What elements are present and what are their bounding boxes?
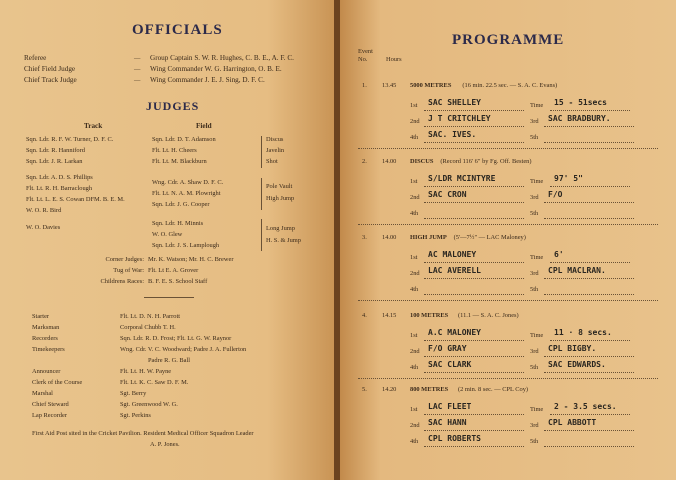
staff-role: Lap Recorder: [32, 412, 67, 419]
winner-first: A.C MALONEY: [428, 328, 481, 337]
staff-name: Sgt. Perkins: [120, 412, 151, 419]
track-judge: Sqn. Ldr. R. F. W. Turner, D. F. C.: [26, 136, 114, 143]
staff-role: Recorders: [32, 335, 58, 342]
place-label: 5th: [530, 210, 539, 217]
place-label: 3rd: [530, 422, 539, 429]
winning-time: 15 - 51secs: [554, 98, 607, 107]
place-fourth: SAC. IVES.: [428, 130, 477, 139]
winning-time: 6': [554, 250, 564, 259]
field-event: Javelin: [266, 147, 285, 154]
event-number: 4.: [362, 312, 367, 319]
track-judge: Sqn. Ldr. J. R. Larkan: [26, 158, 83, 165]
place-label: 4th: [410, 438, 419, 445]
place-label: 4th: [410, 286, 419, 293]
track-judge: Sqn. Ldr. A. D. S. Phillips: [26, 174, 93, 181]
field-bracket: [261, 178, 262, 210]
field-judge: Sqn. Ldr. J. S. Lamplough: [152, 242, 220, 249]
place-label: 2nd: [410, 194, 420, 201]
official-role: Referee: [24, 54, 47, 62]
entry-line: [424, 430, 524, 431]
entry-line: [550, 110, 630, 111]
officials-page: OFFICIALS Referee — Group Captain S. W. R. Hughes, C. B. E., A. F. C. Chief Field Judge — Wing Commander W. G. Harrington, O. B. E. Chief Track Judge — Wing Commander J. E. J. Sing, D. F. C. JUDGES Track Field Sqn. Ldr. R. F. W. Turner, D. F. C. Sqn. Ldr. R. Hanniford Sqn. Ldr. J. R. Larkan Sqn. Ldr. A. D. S. Phillips Flt. Lt. R. H. Barraclough Flt. Lt. L. E. S. Cowan DFM. B. E. M. W. O. R. Bird W. O. Davies Sqn. Ldr. D. T. Adamson Flt. Lt. H. Cheers Flt. Lt. M. Blackburn Wng. Cdr. A. Shaw D. F. C. Flt. Lt. N. A. M. Plowright Sqn. Ldr. J. G. Cooper Sqn. Ldr. H. Minnis W. O. Glew Sqn. Ldr. J. S. Lamplough Discus Javelin Shot Pole Vault High Jump Long Jump H. S. & Jump Corner Judges: Mr. K. Watson; Mr. H. C. Brewer Tug of War: Flt. Lt E. A. Grover Childrens Races: B. F. E. S. School Staff Starter Flt. Lt. D. N. H. Parrott Marksman Corporal Chubb T. H. Recorders Sqn. Ldr. R. D. Frost; Flt. Lt. G. W. Raynor Timekeepers Wng. Cdr. V. C. Woodward; Padre J. A. Fullerton Padre R. G. Ball Announcer Flt. Lt. H. W. Payne Clerk of the Course Flt. Lt. K. C. Saw D. F. M. Marshal Sgt. Berry Chief Steward Sgt. Greenwood W. G. Lap Recorder Sgt. Perkins First Aid Post sited in the Cricket Pavilion. Resident Medical Officer Squadron Leader A. P. Jones.: [0, 0, 334, 480]
staff-name: Wng. Cdr. V. C. Woodward; Padre J. A. Fullerton: [120, 346, 247, 353]
field-header: Field: [196, 122, 212, 130]
footer-note: A. P. Jones.: [150, 441, 180, 448]
entry-line: [544, 202, 634, 203]
place-second: F/O GRAY: [428, 344, 467, 353]
field-judge: Sqn. Ldr. H. Minnis: [152, 220, 204, 227]
place-second: LAC AVERELL: [428, 266, 481, 275]
winning-time: 2 - 3.5 secs.: [554, 402, 617, 411]
judges-title: JUDGES: [146, 99, 200, 113]
place-label: 2nd: [410, 422, 420, 429]
field-event: Pole Vault: [266, 183, 293, 190]
track-judge: W. O. Davies: [26, 224, 61, 231]
staff-name: Flt. Lt. H. W. Payne: [120, 368, 172, 375]
event-detail: (16 min. 22.5 sec. — S. A. C. Evans): [462, 82, 558, 89]
place-third: CPL BIGBY.: [548, 344, 597, 353]
staff-role: Marksman: [32, 324, 60, 331]
entry-line: [544, 278, 634, 279]
place-label: 3rd: [530, 270, 539, 277]
track-header: Track: [84, 122, 103, 130]
field-event: H. S. & Jump: [266, 237, 301, 244]
entry-line: [424, 372, 524, 373]
staff-role: Announcer: [32, 368, 61, 375]
event-title: 100 METRES: [410, 312, 449, 319]
field-event: High Jump: [266, 195, 295, 202]
entry-line: [424, 414, 524, 415]
place-label: 4th: [410, 134, 419, 141]
entry-line: [544, 372, 634, 373]
entry-line: [424, 126, 524, 127]
time-label: Time: [530, 178, 544, 185]
staff-name: Sgt. Berry: [120, 390, 147, 397]
entry-line: [544, 218, 634, 219]
field-judge: Flt. Lt. M. Blackburn: [152, 158, 207, 165]
staff-name: Sgt. Greenwood W. G.: [120, 401, 178, 408]
track-judge: Sqn. Ldr. R. Hanniford: [26, 147, 85, 154]
event-separator: [358, 378, 658, 379]
field-event: Shot: [266, 158, 278, 165]
place-label: 5th: [530, 364, 539, 371]
field-event: Long Jump: [266, 225, 295, 232]
place-label: 2nd: [410, 270, 420, 277]
event-separator: [358, 224, 658, 225]
place-third: CPL ABBOTT: [548, 418, 597, 427]
place-label: 3rd: [530, 118, 539, 125]
event-separator: [358, 148, 658, 149]
col-hours-label: Hours: [386, 56, 402, 63]
winning-time: 97' 5": [554, 174, 583, 183]
event-title: 800 METRES: [410, 386, 449, 393]
entry-line: [544, 142, 634, 143]
track-judge: Flt. Lt. L. E. S. Cowan DFM. B. E. M.: [26, 196, 125, 203]
place-label: 4th: [410, 364, 419, 371]
field-judge: Flt. Lt. H. Cheers: [152, 147, 197, 154]
entry-line: [550, 414, 630, 415]
event-title: 5000 METRES: [410, 82, 452, 89]
event-hour: 14.00: [382, 158, 397, 165]
time-label: Time: [530, 332, 544, 339]
event-number: 3.: [362, 234, 367, 241]
entry-line: [424, 262, 524, 263]
staff-role: Timekeepers: [32, 346, 65, 353]
entry-line: [424, 356, 524, 357]
track-judge: Flt. Lt. R. H. Barraclough: [26, 185, 93, 192]
entry-line: [550, 262, 630, 263]
winning-time: 11 · 8 secs.: [554, 328, 612, 337]
misc-name: B. F. E. S. School Staff: [148, 278, 208, 285]
place-label: 2nd: [410, 348, 420, 355]
place-label: 1st: [410, 406, 418, 413]
event-detail: (11.1 — S. A. C. Jones): [458, 312, 519, 319]
field-judge: Sqn. Ldr. J. G. Cooper: [152, 201, 210, 208]
entry-line: [550, 340, 630, 341]
event-detail: (2 min. 8 sec. — CPL Coy): [458, 386, 529, 393]
time-label: Time: [530, 102, 544, 109]
place-third: SAC BRADBURY.: [548, 114, 611, 123]
place-label: 1st: [410, 178, 418, 185]
entry-line: [424, 218, 524, 219]
programme-page: [340, 0, 676, 480]
field-event: Discus: [266, 136, 284, 143]
field-bracket: [261, 136, 262, 168]
divider: [144, 297, 194, 298]
misc-role: Childrens Races:: [100, 278, 144, 285]
official-role: Chief Field Judge: [24, 65, 76, 73]
entry-line: [424, 446, 524, 447]
staff-name: Corporal Chubb T. H.: [120, 324, 176, 331]
misc-role: Corner Judges:: [105, 256, 144, 263]
place-third: CPL MACLRAN.: [548, 266, 606, 275]
event-hour: 14.00: [382, 234, 397, 241]
entry-line: [544, 356, 634, 357]
place-label: 1st: [410, 254, 418, 261]
event-hour: 13.45: [382, 82, 397, 89]
staff-role: Marshal: [32, 390, 53, 397]
place-label: 1st: [410, 332, 418, 339]
misc-name: Mr. K. Watson; Mr. H. C. Brewer: [148, 256, 234, 263]
field-judge: Wng. Cdr. A. Shaw D. F. C.: [152, 179, 224, 186]
event-title: DISCUS: [410, 158, 434, 165]
field-judge: Sqn. Ldr. D. T. Adamson: [152, 136, 216, 143]
place-label: 3rd: [530, 194, 539, 201]
event-number: 5.: [362, 386, 367, 393]
field-bracket: [261, 219, 262, 251]
place-third: F/O: [548, 190, 563, 199]
footer-note: First Aid Post sited in the Cricket Pavilion. Resident Medical Officer Squadron Leader: [32, 430, 254, 437]
staff-name: Flt. Lt. D. N. H. Parrott: [120, 313, 180, 320]
place-label: 2nd: [410, 118, 420, 125]
entry-line: [544, 294, 634, 295]
place-label: 5th: [530, 134, 539, 141]
winner-first: LAC FLEET: [428, 402, 472, 411]
staff-name: Padre R. G. Ball: [148, 357, 191, 364]
entry-line: [550, 186, 630, 187]
col-no-label: No.: [358, 56, 368, 63]
entry-line: [544, 126, 634, 127]
entry-line: [424, 202, 524, 203]
col-event-label: Event: [358, 48, 373, 55]
staff-role: Chief Steward: [32, 401, 69, 408]
place-fourth: SAC CLARK: [428, 360, 472, 369]
officials-title: OFFICIALS: [132, 22, 223, 38]
place-second: SAC HANN: [428, 418, 467, 427]
misc-name: Flt. Lt E. A. Grover: [148, 267, 199, 274]
staff-role: Clerk of the Course: [32, 379, 83, 386]
entry-line: [424, 340, 524, 341]
entry-line: [424, 186, 524, 187]
programme-title: PROGRAMME: [452, 32, 565, 48]
event-detail: (5'—7½" — LAC Maloney): [453, 234, 526, 241]
official-name: Wing Commander J. E. J. Sing, D. F. C.: [150, 76, 265, 84]
time-label: Time: [530, 406, 544, 413]
entry-line: [544, 446, 634, 447]
entry-line: [424, 110, 524, 111]
winner-first: S/LDR MCINTYRE: [428, 174, 496, 183]
entry-line: [424, 142, 524, 143]
place-label: 1st: [410, 102, 418, 109]
staff-name: Flt. Lt. K. C. Saw D. F. M.: [120, 379, 189, 386]
official-name: Group Captain S. W. R. Hughes, C. B. E., A. F. C.: [150, 54, 294, 62]
place-fifth: SAC EDWARDS.: [548, 360, 606, 369]
staff-role: Starter: [32, 313, 50, 320]
event-number: 1.: [362, 82, 367, 89]
place-label: 5th: [530, 286, 539, 293]
place-second: J T CRITCHLEY: [428, 114, 491, 123]
misc-role: Tug of War:: [113, 267, 144, 274]
field-judge: W. O. Glew: [152, 231, 183, 238]
place-fourth: CPL ROBERTS: [428, 434, 481, 443]
place-label: 3rd: [530, 348, 539, 355]
place-label: 5th: [530, 438, 539, 445]
event-separator: [358, 300, 658, 301]
official-role: Chief Track Judge: [24, 76, 77, 84]
entry-line: [424, 294, 524, 295]
place-label: 4th: [410, 210, 419, 217]
event-detail: (Record 116' 6" by Fg. Off. Besten): [440, 158, 532, 165]
event-number: 2.: [362, 158, 367, 165]
event-hour: 14.20: [382, 386, 397, 393]
winner-first: AC MALONEY: [428, 250, 477, 259]
entry-line: [544, 430, 634, 431]
event-hour: 14.15: [382, 312, 397, 319]
event-title: HIGH JUMP: [410, 234, 447, 241]
place-second: SAC CRON: [428, 190, 467, 199]
field-judge: Flt. Lt. N. A. M. Plowright: [152, 190, 221, 197]
winner-first: SAC SHELLEY: [428, 98, 481, 107]
track-judge: W. O. R. Bird: [26, 207, 62, 214]
entry-line: [424, 278, 524, 279]
staff-name: Sqn. Ldr. R. D. Frost; Flt. Lt. G. W. Raynor: [120, 335, 232, 342]
official-name: Wing Commander W. G. Harrington, O. B. E.: [150, 65, 282, 73]
time-label: Time: [530, 254, 544, 261]
